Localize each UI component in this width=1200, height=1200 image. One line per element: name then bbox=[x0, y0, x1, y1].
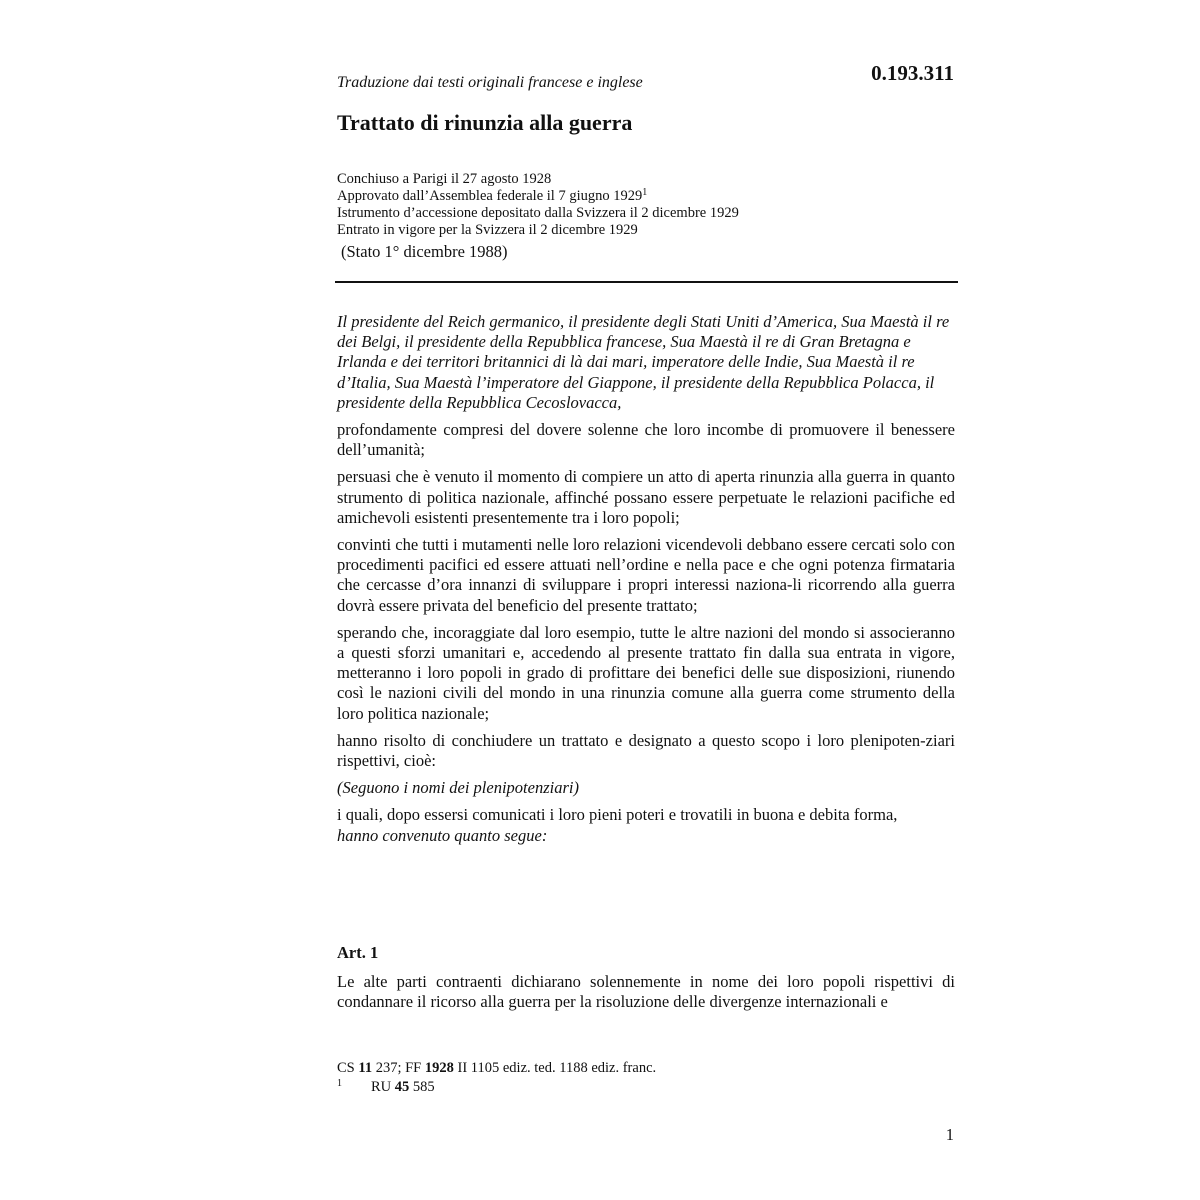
cs-page: 237; FF bbox=[375, 1060, 422, 1076]
approved-text: Approvato dall’Assemblea federale il 7 giugno 1929 bbox=[337, 188, 643, 204]
ru-label: RU bbox=[371, 1079, 392, 1095]
concluded-line: Conchiuso a Parigi il 27 agosto 1928 bbox=[337, 171, 552, 187]
closing-paragraph: i quali, dopo essersi comunicati i loro pieni poteri e trovatili in buona e debita forma, bbox=[337, 805, 898, 825]
preamble-text: Il presidente del Reich germanico, il presidente degli Stati Uniti d’America, Sua Maestà il re dei Belgi, il presidente della Repubblica francese, Sua Maestà il re di Gran Bretagna e Irlanda e dei territori britannici di là dai mari, imperatore delle Indie, Sua Maestà il re d’Italia, Sua Maestà l’imperatore del Giappone, il presidente della Repubblica Polacca, il presidente della Repubblica Cecoslovacca, bbox=[337, 312, 950, 412]
article-heading: Art. 1 bbox=[337, 943, 379, 962]
header-divider bbox=[335, 281, 958, 283]
footnote-1: 1 RU 45 585 bbox=[337, 1078, 435, 1095]
document-number: 0.193.311 bbox=[871, 61, 954, 85]
cs-label: CS bbox=[337, 1060, 355, 1076]
approved-line bbox=[337, 188, 739, 205]
preamble-section bbox=[337, 312, 955, 846]
plenipotentiaries-note: (Seguono i nomi dei plenipotenziari) bbox=[337, 778, 579, 798]
ru-page: 585 bbox=[412, 1079, 435, 1095]
ff-year: 1928 bbox=[424, 1060, 454, 1076]
document-subtitle: Traduzione dai testi originali francese e inglese bbox=[337, 74, 643, 91]
preamble-paragraph: hanno risolto di conchiudere un trattato e designato a questo scopo i loro plenipoten-ziari rispettivi, cioè: bbox=[337, 730, 955, 771]
instrument-line: Istrumento d’accessione depositato dalla Svizzera il 2 dicembre 1929 bbox=[337, 205, 739, 221]
treaty-metadata bbox=[337, 171, 739, 239]
preamble-paragraph: sperando che, incoraggiate dal loro esempio, tutte le altre nazioni del mondo si associeranno a questi sforzi umanitari e, accedendo al presente trattato fin dalla sua entrata in vigore, metteranno i loro popoli in grado di profittare dei benefici delle sue disposizioni, riunendo così le nazioni civili del mondo in una rinunzia comune alla guerra come strumento della loro politica nazionale; bbox=[337, 622, 955, 723]
preamble-paragraph: persuasi che è venuto il momento di compiere un atto di aperta rinunzia alla guerra in quanto strumento di politica nazionale, affinché possano essere perpetuate le relazioni pacifiche ed amichevoli esistenti presentemente tra i loro popoli; bbox=[337, 467, 955, 527]
agreed-clause: hanno convenuto quanto segue: bbox=[337, 825, 548, 845]
preamble-paragraph: convinti che tutti i mutamenti nelle loro relazioni vicendevoli debbano essere cercati solo con procedimenti pacifici ed essere attuati nell’ordine e nella pace e che ogni potenza firmataria che cercasse d’ora innanzi di sviluppare i propri interessi naziona-li ricorrendo alla guerra dovrà essere privata del beneficio del presente trattato; bbox=[337, 535, 955, 615]
preamble-paragraph: profondamente compresi del dovere solenne che loro incombe di promuovere il benessere dell’umanità; bbox=[337, 420, 955, 460]
source-footnote bbox=[337, 1060, 656, 1077]
ff-reference: II 1105 ediz. ted. 1188 ediz. franc. bbox=[457, 1060, 657, 1076]
article-text: Le alte parti contraenti dichiarano solennemente in nome dei loro popoli rispettivi di condannare il ricorso alla guerra per la risoluzione delle divergenze internazionali e bbox=[337, 972, 955, 1012]
page-number: 1 bbox=[945, 1125, 954, 1144]
ru-volume: 45 bbox=[394, 1079, 410, 1095]
document-title: Trattato di rinunzia alla guerra bbox=[337, 110, 633, 135]
in-force-line: Entrato in vigore per la Svizzera il 2 dicembre 1929 bbox=[337, 222, 638, 238]
status-date: (Stato 1° dicembre 1988) bbox=[341, 242, 508, 261]
footnote-ref[interactable]: 1 bbox=[642, 187, 648, 198]
cs-volume: 11 bbox=[358, 1060, 373, 1076]
